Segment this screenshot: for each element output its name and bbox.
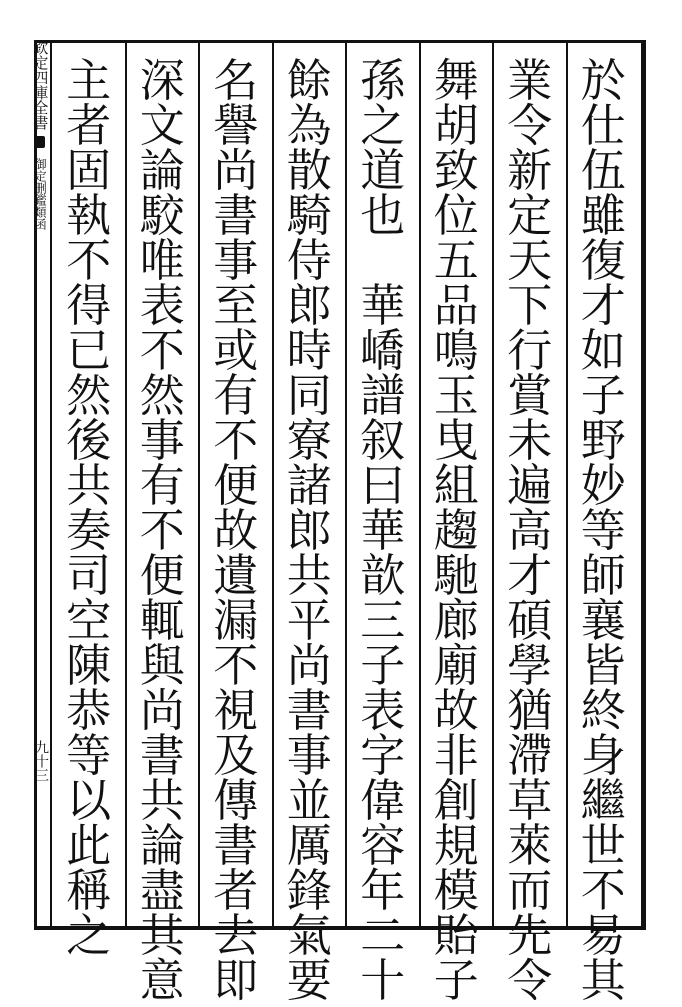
character: 也	[360, 189, 406, 242]
character: 歆	[360, 549, 406, 602]
column-rule	[566, 40, 568, 930]
character: 書	[213, 819, 259, 872]
character: 等	[580, 504, 626, 557]
character: 胡	[433, 99, 479, 152]
character: 模	[433, 864, 479, 917]
character: 組	[433, 459, 479, 512]
character: 鳴	[433, 324, 479, 377]
character: 然	[139, 369, 185, 422]
text-column	[60, 54, 118, 962]
character: 郎	[286, 504, 332, 557]
character: 便	[213, 459, 259, 512]
character: 舞	[433, 54, 479, 107]
character: 空	[66, 594, 112, 647]
character: 共	[66, 459, 112, 512]
character: 五	[433, 234, 479, 287]
character: 與	[139, 639, 185, 692]
character: 同	[286, 369, 332, 422]
character: 玉	[433, 369, 479, 422]
character: 叙	[360, 414, 406, 467]
character: 繼	[580, 774, 626, 827]
character: 創	[433, 774, 479, 827]
character: 文	[139, 99, 185, 152]
character: 復	[580, 234, 626, 287]
character: 終	[580, 684, 626, 737]
character: 遺	[213, 549, 259, 602]
character: 傳	[213, 774, 259, 827]
character: 氣	[286, 909, 332, 962]
character: 者	[66, 99, 112, 152]
character: 厲	[286, 819, 332, 872]
character: 稱	[66, 864, 112, 917]
character: 之	[360, 99, 406, 152]
character: 猶	[507, 684, 553, 737]
character: 司	[66, 549, 112, 602]
character: 致	[433, 144, 479, 197]
character: 騎	[286, 189, 332, 242]
character: 品	[433, 279, 479, 332]
column-rule	[125, 40, 127, 930]
character: 不	[580, 864, 626, 917]
character: 盡	[139, 864, 185, 917]
character: 不	[66, 234, 112, 287]
character: 尚	[286, 639, 332, 692]
character: 廟	[433, 639, 479, 692]
character	[354, 238, 412, 283]
character: 趨	[433, 504, 479, 557]
character: 才	[507, 549, 553, 602]
character: 事	[213, 234, 259, 287]
character: 新	[507, 144, 553, 197]
character: 業	[507, 54, 553, 107]
character: 視	[213, 684, 259, 737]
character: 論	[139, 144, 185, 197]
character: 譜	[360, 369, 406, 422]
character: 賞	[507, 369, 553, 422]
character: 輒	[139, 594, 185, 647]
character: 字	[360, 729, 406, 782]
character: 於	[580, 54, 626, 107]
margin-rule	[50, 40, 52, 930]
character: 如	[580, 324, 626, 377]
character: 故	[433, 684, 479, 737]
character: 貽	[433, 909, 479, 962]
character: 廊	[433, 594, 479, 647]
character: 滯	[507, 729, 553, 782]
character: 名	[213, 54, 259, 107]
character: 華	[360, 504, 406, 557]
character: 書	[286, 684, 332, 737]
column-rule	[345, 40, 347, 930]
character: 其	[580, 954, 626, 1007]
text-column	[354, 54, 412, 1007]
character: 規	[433, 819, 479, 872]
character: 時	[286, 324, 332, 377]
character: 表	[360, 684, 406, 737]
character: 妙	[580, 459, 626, 512]
margin-top-label: 欽定四庫全書	[31, 40, 50, 130]
character: 碩	[507, 594, 553, 647]
character: 雖	[580, 189, 626, 242]
character: 及	[213, 729, 259, 782]
character: 書	[139, 729, 185, 782]
character: 故	[213, 504, 259, 557]
character: 皆	[580, 639, 626, 692]
character: 者	[213, 864, 259, 917]
character: 師	[580, 549, 626, 602]
character: 仕	[580, 99, 626, 152]
character: 唯	[139, 234, 185, 287]
character: 有	[213, 369, 259, 422]
character: 共	[139, 774, 185, 827]
character: 便	[139, 549, 185, 602]
character: 三	[360, 594, 406, 647]
character: 諸	[286, 459, 332, 512]
character: 子	[580, 369, 626, 422]
character: 定	[507, 189, 553, 242]
character: 容	[360, 819, 406, 872]
character: 十	[360, 954, 406, 1007]
character: 此	[66, 819, 112, 872]
character: 執	[66, 189, 112, 242]
character: 易	[580, 909, 626, 962]
character: 並	[286, 774, 332, 827]
character: 年	[360, 864, 406, 917]
character: 下	[507, 279, 553, 332]
character: 郎	[286, 279, 332, 332]
character: 共	[286, 549, 332, 602]
character: 不	[139, 504, 185, 557]
character: 令	[507, 954, 553, 1007]
character: 意	[139, 954, 185, 1007]
character: 二	[360, 909, 406, 962]
text-column	[501, 54, 559, 1007]
character: 不	[139, 324, 185, 377]
character: 天	[507, 234, 553, 287]
character: 令	[507, 99, 553, 152]
character: 伍	[580, 144, 626, 197]
character: 鋒	[286, 864, 332, 917]
character: 不	[213, 414, 259, 467]
character: 要	[286, 954, 332, 1007]
character: 得	[66, 279, 112, 332]
character: 譽	[213, 99, 259, 152]
character: 子	[360, 639, 406, 692]
character: 野	[580, 414, 626, 467]
character: 曰	[360, 459, 406, 512]
page-number: 九十三	[33, 740, 49, 782]
character: 表	[139, 279, 185, 332]
character: 寮	[286, 414, 332, 467]
page-margin	[30, 40, 50, 930]
character: 事	[139, 414, 185, 467]
character: 不	[213, 639, 259, 692]
character: 高	[507, 504, 553, 557]
character: 孫	[360, 54, 406, 107]
character: 事	[286, 729, 332, 782]
character: 後	[66, 414, 112, 467]
character: 偉	[360, 774, 406, 827]
character: 陳	[66, 639, 112, 692]
column-rule	[198, 40, 200, 930]
character: 之	[66, 909, 112, 962]
character: 駮	[139, 189, 185, 242]
character: 道	[360, 144, 406, 197]
character: 草	[507, 774, 553, 827]
text-column	[280, 54, 338, 1007]
character: 以	[66, 774, 112, 827]
character: 學	[507, 639, 553, 692]
character: 已	[66, 324, 112, 377]
character: 襄	[580, 594, 626, 647]
character: 即	[213, 954, 259, 1007]
character: 世	[580, 819, 626, 872]
character: 馳	[433, 549, 479, 602]
text-column	[207, 54, 265, 1007]
character: 平	[286, 594, 332, 647]
text-column	[133, 54, 191, 1007]
column-rule	[272, 40, 274, 930]
text-column	[574, 54, 632, 1007]
character: 論	[139, 819, 185, 872]
character: 曳	[433, 414, 479, 467]
character: 行	[507, 324, 553, 377]
character: 尚	[213, 144, 259, 197]
character: 位	[433, 189, 479, 242]
character: 奏	[66, 504, 112, 557]
character: 遍	[507, 459, 553, 512]
character: 深	[139, 54, 185, 107]
column-rule	[492, 40, 494, 930]
character: 書	[213, 189, 259, 242]
character: 華	[360, 279, 406, 332]
character: 子	[433, 954, 479, 1007]
character: 有	[139, 459, 185, 512]
character: 為	[286, 99, 332, 152]
character: 漏	[213, 594, 259, 647]
character: 恭	[66, 684, 112, 737]
character: 嶠	[360, 324, 406, 377]
margin-book-title: 御定删鑑類函	[33, 158, 48, 230]
character: 至	[213, 279, 259, 332]
text-column	[427, 54, 485, 1007]
character: 先	[507, 909, 553, 962]
character: 固	[66, 144, 112, 197]
character: 散	[286, 144, 332, 197]
character: 其	[139, 909, 185, 962]
character: 尚	[139, 684, 185, 737]
character: 萊	[507, 819, 553, 872]
character: 主	[66, 54, 112, 107]
character: 去	[213, 909, 259, 962]
character: 未	[507, 414, 553, 467]
character: 或	[213, 324, 259, 377]
character: 才	[580, 279, 626, 332]
fishtail-mark	[35, 136, 45, 148]
character: 身	[580, 729, 626, 782]
character: 餘	[286, 54, 332, 107]
character: 而	[507, 864, 553, 917]
character: 非	[433, 729, 479, 782]
character: 等	[66, 729, 112, 782]
column-rule	[419, 40, 421, 930]
character: 然	[66, 369, 112, 422]
character: 侍	[286, 234, 332, 287]
